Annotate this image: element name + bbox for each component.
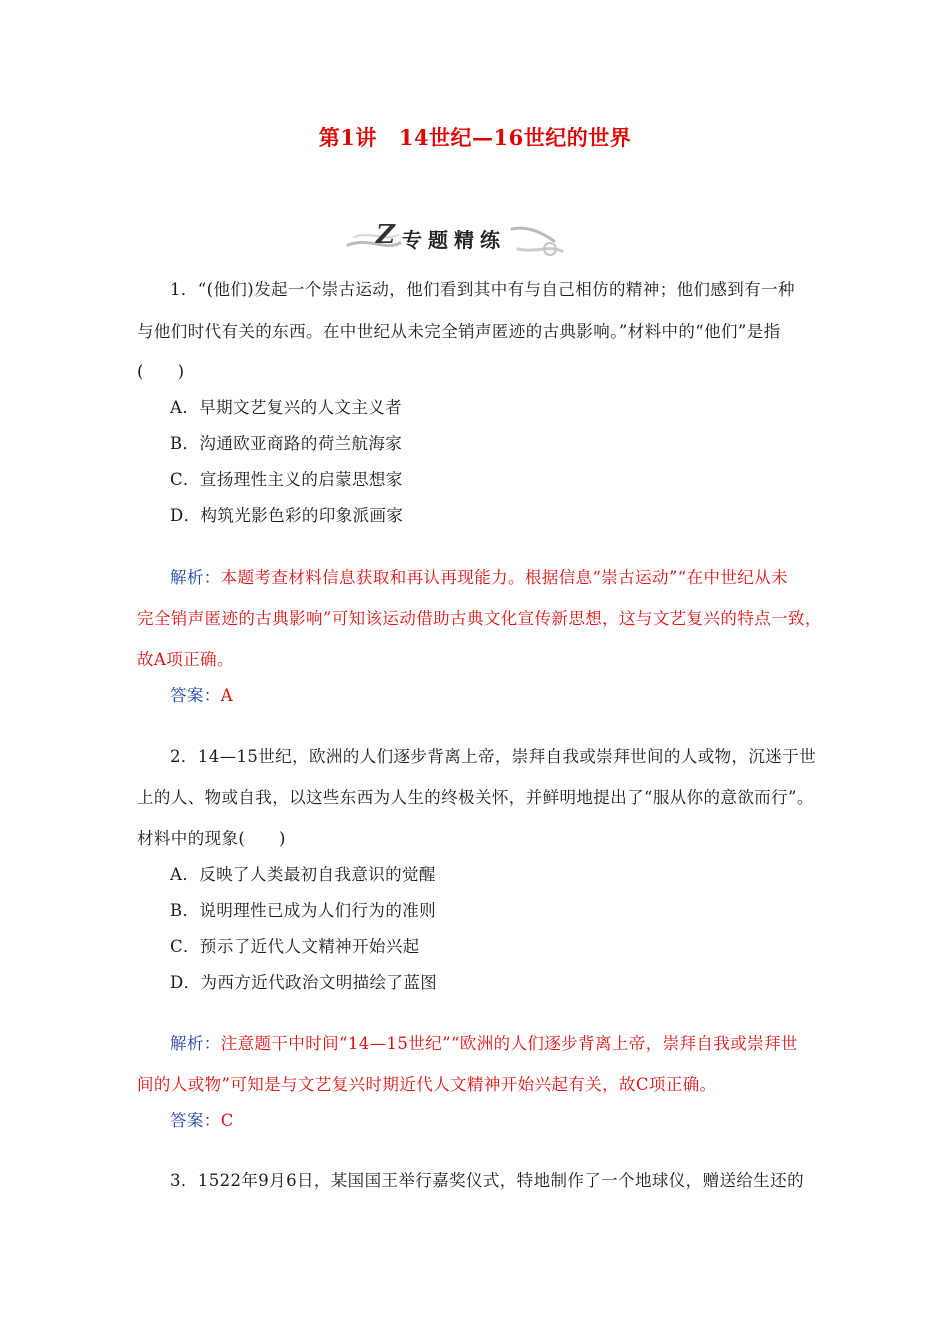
section-banner-title: 专题精练 <box>402 228 506 252</box>
q1-analysis-line-1 <box>170 564 788 588</box>
q2-option-c: C．预示了近代人文精神开始兴起 <box>170 937 420 956</box>
q1-option-c: C．宣扬理性主义的启蒙思想家 <box>170 470 403 489</box>
q1-option-b: B．沟通欧亚商路的荷兰航海家 <box>170 434 403 453</box>
q2-analysis-line-1 <box>170 1030 798 1054</box>
q1-answer <box>170 682 233 706</box>
q1-analysis-line-2: 完全销声匿迹的古典影响”可知该运动借助古典文化宣传新思想，这与文艺复兴的特点一致， <box>137 609 822 628</box>
q2-answer-value: C <box>220 1111 234 1130</box>
q1-stem-line-2: 与他们时代有关的东西。在中世纪从未完全销声匿迹的古典影响。”材料中的“他们”是指 <box>137 322 781 341</box>
q2-answer <box>170 1107 234 1131</box>
q1-analysis-label: 解析： <box>170 568 221 587</box>
q2-option-d: D．为西方近代政治文明描绘了蓝图 <box>170 973 438 992</box>
q2-option-a: A．反映了人类最初自我意识的觉醒 <box>170 865 436 884</box>
q1-answer-label: 答案： <box>170 686 221 705</box>
page-title <box>0 122 950 152</box>
lecture-number: 第1讲 <box>318 125 377 150</box>
q2-option-b: B．说明理性已成为人们行为的准则 <box>170 901 437 920</box>
q2-analysis-line-2: 间的人或物”可知是与文艺复兴时期近代人文精神开始兴起有关，故C项正确。 <box>137 1075 717 1094</box>
q2-analysis-label: 解析： <box>170 1034 221 1053</box>
q1-analysis-text-1: 本题考查材料信息获取和再认再现能力。根据信息“崇古运动”“在中世纪从未 <box>220 568 789 587</box>
q2-analysis-text-1: 注意题干中时间“14—15世纪”“欧洲的人们逐步背离上帝，崇拜自我或崇拜世 <box>220 1034 798 1053</box>
lecture-title: 14世纪—16世纪的世界 <box>398 125 632 150</box>
q2-stem-line-2: 上的人、物或自我，以这些东西为人生的终极关怀，并鲜明地提出了“服从你的意欲而行”。 <box>137 788 814 807</box>
q1-option-a: A．早期文艺复兴的人文主义者 <box>170 398 403 417</box>
banner-letter-z-icon: Z <box>376 220 395 250</box>
q1-stem-line-3: ( ) <box>137 362 185 381</box>
q1-stem-line-1: 1．“(他们)发起一个崇古运动，他们看到其中有与自己相仿的精神；他们感到有一种 <box>170 280 795 299</box>
q1-analysis-line-3: 故A项正确。 <box>137 650 234 669</box>
q1-option-d: D．构筑光影色彩的印象派画家 <box>170 506 404 525</box>
q2-stem-line-1: 2．14—15世纪，欧洲的人们逐步背离上帝，崇拜自我或崇拜世间的人或物，沉迷于世 <box>170 747 816 766</box>
q2-answer-label: 答案： <box>170 1111 221 1130</box>
q3-stem-line-1: 3．1522年9月6日，某国国王举行嘉奖仪式，特地制作了一个地球仪，赠送给生还的 <box>170 1171 804 1190</box>
q2-stem-line-3: 材料中的现象( ) <box>137 829 286 848</box>
q1-answer-value: A <box>220 686 234 705</box>
